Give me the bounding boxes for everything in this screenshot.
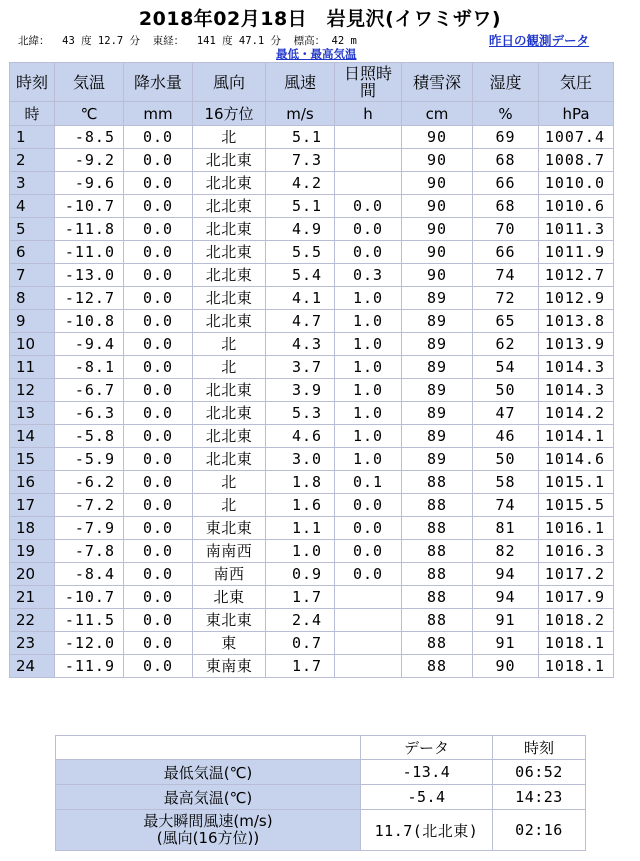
cell-hour: 11: [10, 356, 55, 379]
max-temp-time: 14:23: [493, 785, 586, 810]
summary-row-max-gust: [56, 810, 586, 851]
table-row: [10, 586, 614, 609]
cell-pressure: 1017.2: [539, 563, 614, 586]
cell-pressure: 1018.1: [539, 632, 614, 655]
cell-wind-speed: 1.0: [266, 540, 335, 563]
table-row: [10, 149, 614, 172]
cell-snow-depth: 90: [402, 218, 473, 241]
cell-precipitation: 0.0: [124, 287, 193, 310]
cell-wind-direction: 北北東: [193, 379, 266, 402]
max-gust-label-line1: 最大瞬間風速(m/s): [143, 812, 273, 830]
cell-humidity: 69: [473, 126, 539, 149]
cell-pressure: 1010.6: [539, 195, 614, 218]
cell-sunshine: 1.0: [335, 333, 402, 356]
cell-temperature: -12.0: [55, 632, 124, 655]
cell-snow-depth: 89: [402, 356, 473, 379]
unit-wind-direction: 16方位: [193, 102, 266, 126]
cell-wind-speed: 1.8: [266, 471, 335, 494]
max-temp-label: 最高気温(℃): [56, 785, 361, 810]
cell-temperature: -11.8: [55, 218, 124, 241]
cell-pressure: 1016.1: [539, 517, 614, 540]
cell-wind-speed: 1.1: [266, 517, 335, 540]
cell-precipitation: 0.0: [124, 241, 193, 264]
cell-hour: 18: [10, 517, 55, 540]
cell-wind-speed: 1.7: [266, 586, 335, 609]
cell-sunshine: 0.0: [335, 517, 402, 540]
cell-sunshine: [335, 586, 402, 609]
cell-snow-depth: 88: [402, 471, 473, 494]
header-row: [10, 63, 614, 102]
header-wind-direction: 風向: [193, 63, 266, 102]
cell-wind-speed: 0.9: [266, 563, 335, 586]
header-humidity: 湿度: [473, 63, 539, 102]
cell-hour: 9: [10, 310, 55, 333]
cell-sunshine: 1.0: [335, 448, 402, 471]
cell-precipitation: 0.0: [124, 356, 193, 379]
cell-temperature: -7.2: [55, 494, 124, 517]
min-temp-label: 最低気温(℃): [56, 760, 361, 785]
cell-wind-direction: 北: [193, 494, 266, 517]
cell-wind-direction: 南南西: [193, 540, 266, 563]
cell-snow-depth: 89: [402, 310, 473, 333]
cell-snow-depth: 88: [402, 517, 473, 540]
cell-hour: 24: [10, 655, 55, 678]
cell-precipitation: 0.0: [124, 540, 193, 563]
cell-temperature: -10.8: [55, 310, 124, 333]
cell-wind-speed: 3.9: [266, 379, 335, 402]
cell-sunshine: 0.0: [335, 218, 402, 241]
cell-snow-depth: 88: [402, 655, 473, 678]
cell-wind-speed: 4.3: [266, 333, 335, 356]
cell-sunshine: 1.0: [335, 287, 402, 310]
cell-humidity: 74: [473, 494, 539, 517]
cell-humidity: 68: [473, 149, 539, 172]
cell-humidity: 66: [473, 172, 539, 195]
cell-precipitation: 0.0: [124, 425, 193, 448]
summary-header-blank: [56, 736, 361, 760]
cell-snow-depth: 89: [402, 402, 473, 425]
cell-wind-direction: 北: [193, 126, 266, 149]
cell-humidity: 62: [473, 333, 539, 356]
cell-wind-direction: 北北東: [193, 425, 266, 448]
header-pressure: 気圧: [539, 63, 614, 102]
cell-snow-depth: 88: [402, 563, 473, 586]
cell-precipitation: 0.0: [124, 218, 193, 241]
table-row: [10, 287, 614, 310]
table-row: [10, 471, 614, 494]
cell-snow-depth: 90: [402, 126, 473, 149]
cell-wind-direction: 北北東: [193, 402, 266, 425]
table-row: [10, 333, 614, 356]
table-row: [10, 655, 614, 678]
cell-hour: 6: [10, 241, 55, 264]
cell-snow-depth: 88: [402, 540, 473, 563]
table-row: [10, 264, 614, 287]
table-row: [10, 195, 614, 218]
max-temp-value: -5.4: [361, 785, 493, 810]
cell-pressure: 1015.1: [539, 471, 614, 494]
cell-temperature: -10.7: [55, 586, 124, 609]
cell-temperature: -8.5: [55, 126, 124, 149]
cell-humidity: 50: [473, 379, 539, 402]
cell-hour: 12: [10, 379, 55, 402]
cell-precipitation: 0.0: [124, 264, 193, 287]
cell-hour: 8: [10, 287, 55, 310]
cell-precipitation: 0.0: [124, 632, 193, 655]
table-row: [10, 172, 614, 195]
cell-pressure: 1014.2: [539, 402, 614, 425]
cell-pressure: 1013.9: [539, 333, 614, 356]
cell-snow-depth: 89: [402, 287, 473, 310]
cell-sunshine: 1.0: [335, 356, 402, 379]
cell-wind-direction: 北北東: [193, 172, 266, 195]
table-row: [10, 609, 614, 632]
unit-precipitation: mm: [124, 102, 193, 126]
cell-wind-speed: 1.6: [266, 494, 335, 517]
cell-wind-direction: 北東: [193, 586, 266, 609]
cell-snow-depth: 88: [402, 494, 473, 517]
cell-wind-direction: 北北東: [193, 448, 266, 471]
cell-wind-direction: 北北東: [193, 264, 266, 287]
cell-wind-speed: 5.1: [266, 195, 335, 218]
cell-pressure: 1014.1: [539, 425, 614, 448]
cell-temperature: -9.4: [55, 333, 124, 356]
cell-precipitation: 0.0: [124, 517, 193, 540]
cell-sunshine: 0.0: [335, 494, 402, 517]
cell-hour: 22: [10, 609, 55, 632]
cell-precipitation: 0.0: [124, 126, 193, 149]
page-title: 2018年02月18日 岩見沢(イワミザワ): [138, 8, 502, 30]
cell-wind-speed: 4.9: [266, 218, 335, 241]
cell-pressure: 1007.4: [539, 126, 614, 149]
hourly-observation-table: [9, 62, 614, 678]
location-info: 北緯： 43 度 12.7 分 東経： 141 度 47.1 分 標高： 42 m: [18, 35, 357, 47]
cell-wind-direction: 北北東: [193, 287, 266, 310]
header-precipitation: 降水量: [124, 63, 193, 102]
cell-wind-speed: 4.2: [266, 172, 335, 195]
header-wind-speed: 風速: [266, 63, 335, 102]
cell-precipitation: 0.0: [124, 172, 193, 195]
cell-precipitation: 0.0: [124, 195, 193, 218]
cell-snow-depth: 90: [402, 264, 473, 287]
min-max-temp-link[interactable]: 最低・最高気温: [276, 47, 357, 61]
cell-wind-direction: 北北東: [193, 195, 266, 218]
cell-wind-speed: 4.6: [266, 425, 335, 448]
cell-wind-speed: 0.7: [266, 632, 335, 655]
cell-sunshine: [335, 632, 402, 655]
cell-wind-speed: 5.5: [266, 241, 335, 264]
cell-precipitation: 0.0: [124, 563, 193, 586]
cell-precipitation: 0.0: [124, 609, 193, 632]
cell-hour: 14: [10, 425, 55, 448]
cell-temperature: -11.9: [55, 655, 124, 678]
cell-temperature: -6.3: [55, 402, 124, 425]
cell-temperature: -6.7: [55, 379, 124, 402]
cell-sunshine: 0.0: [335, 540, 402, 563]
cell-temperature: -6.2: [55, 471, 124, 494]
cell-temperature: -11.0: [55, 241, 124, 264]
max-gust-label-line2: (風向(16方位)): [156, 829, 260, 847]
cell-hour: 4: [10, 195, 55, 218]
cell-precipitation: 0.0: [124, 333, 193, 356]
max-gust-label: [56, 810, 361, 851]
cell-hour: 15: [10, 448, 55, 471]
cell-wind-direction: 南西: [193, 563, 266, 586]
cell-wind-speed: 5.3: [266, 402, 335, 425]
cell-wind-speed: 4.1: [266, 287, 335, 310]
cell-sunshine: 1.0: [335, 425, 402, 448]
table-row: [10, 241, 614, 264]
cell-hour: 23: [10, 632, 55, 655]
cell-temperature: -8.1: [55, 356, 124, 379]
cell-precipitation: 0.0: [124, 471, 193, 494]
cell-hour: 1: [10, 126, 55, 149]
cell-wind-direction: 北北東: [193, 241, 266, 264]
cell-precipitation: 0.0: [124, 494, 193, 517]
cell-temperature: -5.8: [55, 425, 124, 448]
cell-precipitation: 0.0: [124, 149, 193, 172]
cell-pressure: 1016.3: [539, 540, 614, 563]
table-row: [10, 563, 614, 586]
cell-pressure: 1014.3: [539, 379, 614, 402]
table-row: [10, 494, 614, 517]
cell-pressure: 1015.5: [539, 494, 614, 517]
cell-temperature: -10.7: [55, 195, 124, 218]
header-hour: 時刻: [10, 63, 55, 102]
cell-pressure: 1011.9: [539, 241, 614, 264]
table-row: [10, 356, 614, 379]
cell-sunshine: 1.0: [335, 310, 402, 333]
cell-temperature: -9.2: [55, 149, 124, 172]
cell-snow-depth: 90: [402, 241, 473, 264]
cell-wind-direction: 北: [193, 333, 266, 356]
summary-header-row: [56, 736, 586, 760]
cell-wind-direction: 北北東: [193, 310, 266, 333]
unit-temperature: ℃: [55, 102, 124, 126]
cell-sunshine: 0.3: [335, 264, 402, 287]
cell-sunshine: [335, 655, 402, 678]
header-sunshine: 日照時間: [335, 63, 402, 102]
cell-humidity: 50: [473, 448, 539, 471]
cell-hour: 16: [10, 471, 55, 494]
cell-wind-speed: 4.7: [266, 310, 335, 333]
cell-pressure: 1013.8: [539, 310, 614, 333]
cell-humidity: 94: [473, 586, 539, 609]
cell-hour: 5: [10, 218, 55, 241]
cell-wind-direction: 東南東: [193, 655, 266, 678]
cell-humidity: 72: [473, 287, 539, 310]
max-gust-time: 02:16: [493, 810, 586, 851]
cell-precipitation: 0.0: [124, 448, 193, 471]
cell-temperature: -8.4: [55, 563, 124, 586]
cell-sunshine: 0.0: [335, 563, 402, 586]
cell-humidity: 46: [473, 425, 539, 448]
cell-hour: 20: [10, 563, 55, 586]
cell-temperature: -12.7: [55, 287, 124, 310]
cell-pressure: 1018.2: [539, 609, 614, 632]
cell-snow-depth: 89: [402, 448, 473, 471]
unit-wind-speed: m/s: [266, 102, 335, 126]
cell-snow-depth: 90: [402, 195, 473, 218]
cell-humidity: 82: [473, 540, 539, 563]
cell-sunshine: 0.1: [335, 471, 402, 494]
cell-wind-speed: 7.3: [266, 149, 335, 172]
cell-pressure: 1018.1: [539, 655, 614, 678]
table-row: [10, 218, 614, 241]
cell-pressure: 1014.6: [539, 448, 614, 471]
cell-hour: 3: [10, 172, 55, 195]
cell-hour: 2: [10, 149, 55, 172]
cell-precipitation: 0.0: [124, 402, 193, 425]
table-row: [10, 379, 614, 402]
cell-hour: 19: [10, 540, 55, 563]
cell-temperature: -7.8: [55, 540, 124, 563]
cell-hour: 10: [10, 333, 55, 356]
cell-humidity: 70: [473, 218, 539, 241]
cell-humidity: 91: [473, 609, 539, 632]
cell-humidity: 54: [473, 356, 539, 379]
min-temp-value: -13.4: [361, 760, 493, 785]
cell-snow-depth: 89: [402, 425, 473, 448]
cell-sunshine: 0.0: [335, 241, 402, 264]
table-row: [10, 310, 614, 333]
cell-precipitation: 0.0: [124, 379, 193, 402]
cell-humidity: 68: [473, 195, 539, 218]
cell-temperature: -13.0: [55, 264, 124, 287]
cell-sunshine: [335, 149, 402, 172]
cell-precipitation: 0.0: [124, 310, 193, 333]
cell-precipitation: 0.0: [124, 655, 193, 678]
cell-wind-speed: 3.7: [266, 356, 335, 379]
cell-temperature: -5.9: [55, 448, 124, 471]
cell-wind-speed: 3.0: [266, 448, 335, 471]
cell-humidity: 47: [473, 402, 539, 425]
table-row: [10, 540, 614, 563]
cell-humidity: 65: [473, 310, 539, 333]
summary-header-time: 時刻: [493, 736, 586, 760]
cell-temperature: -9.6: [55, 172, 124, 195]
cell-hour: 21: [10, 586, 55, 609]
cell-humidity: 66: [473, 241, 539, 264]
cell-temperature: -11.5: [55, 609, 124, 632]
unit-row: [10, 102, 614, 126]
cell-humidity: 94: [473, 563, 539, 586]
summary-row-max-temp: [56, 785, 586, 810]
cell-humidity: 81: [473, 517, 539, 540]
cell-humidity: 74: [473, 264, 539, 287]
table-row: [10, 402, 614, 425]
unit-hour: 時: [10, 102, 55, 126]
cell-snow-depth: 90: [402, 172, 473, 195]
unit-sunshine: h: [335, 102, 402, 126]
cell-snow-depth: 90: [402, 149, 473, 172]
cell-sunshine: 0.0: [335, 195, 402, 218]
cell-sunshine: [335, 172, 402, 195]
cell-temperature: -7.9: [55, 517, 124, 540]
cell-wind-direction: 北: [193, 356, 266, 379]
cell-wind-speed: 1.7: [266, 655, 335, 678]
summary-row-min-temp: [56, 760, 586, 785]
cell-wind-speed: 5.4: [266, 264, 335, 287]
unit-pressure: hPa: [539, 102, 614, 126]
header-temperature: 気温: [55, 63, 124, 102]
cell-hour: 17: [10, 494, 55, 517]
cell-pressure: 1014.3: [539, 356, 614, 379]
unit-humidity: %: [473, 102, 539, 126]
cell-snow-depth: 88: [402, 586, 473, 609]
cell-wind-direction: 東北東: [193, 609, 266, 632]
cell-snow-depth: 88: [402, 609, 473, 632]
max-gust-value: 11.7(北北東): [361, 810, 493, 851]
cell-wind-speed: 5.1: [266, 126, 335, 149]
cell-precipitation: 0.0: [124, 586, 193, 609]
cell-snow-depth: 89: [402, 379, 473, 402]
cell-pressure: 1008.7: [539, 149, 614, 172]
cell-sunshine: [335, 609, 402, 632]
cell-pressure: 1011.3: [539, 218, 614, 241]
cell-wind-speed: 2.4: [266, 609, 335, 632]
table-row: [10, 517, 614, 540]
min-temp-time: 06:52: [493, 760, 586, 785]
cell-humidity: 91: [473, 632, 539, 655]
table-row: [10, 126, 614, 149]
cell-wind-direction: 北北東: [193, 149, 266, 172]
cell-sunshine: 1.0: [335, 402, 402, 425]
cell-humidity: 90: [473, 655, 539, 678]
summary-header-data: データ: [361, 736, 493, 760]
cell-snow-depth: 89: [402, 333, 473, 356]
cell-pressure: 1012.7: [539, 264, 614, 287]
table-row: [10, 425, 614, 448]
cell-wind-direction: 東北東: [193, 517, 266, 540]
cell-pressure: 1010.0: [539, 172, 614, 195]
table-row: [10, 632, 614, 655]
header-snow-depth: 積雪深: [402, 63, 473, 102]
cell-snow-depth: 88: [402, 632, 473, 655]
cell-wind-direction: 北: [193, 471, 266, 494]
unit-snow-depth: cm: [402, 102, 473, 126]
table-row: [10, 448, 614, 471]
daily-summary-table: [55, 735, 586, 851]
cell-wind-direction: 北北東: [193, 218, 266, 241]
yesterday-data-link[interactable]: 昨日の観測データ: [489, 33, 590, 48]
cell-hour: 13: [10, 402, 55, 425]
cell-wind-direction: 東: [193, 632, 266, 655]
cell-sunshine: [335, 126, 402, 149]
cell-humidity: 58: [473, 471, 539, 494]
cell-sunshine: 1.0: [335, 379, 402, 402]
cell-pressure: 1017.9: [539, 586, 614, 609]
cell-pressure: 1012.9: [539, 287, 614, 310]
cell-hour: 7: [10, 264, 55, 287]
